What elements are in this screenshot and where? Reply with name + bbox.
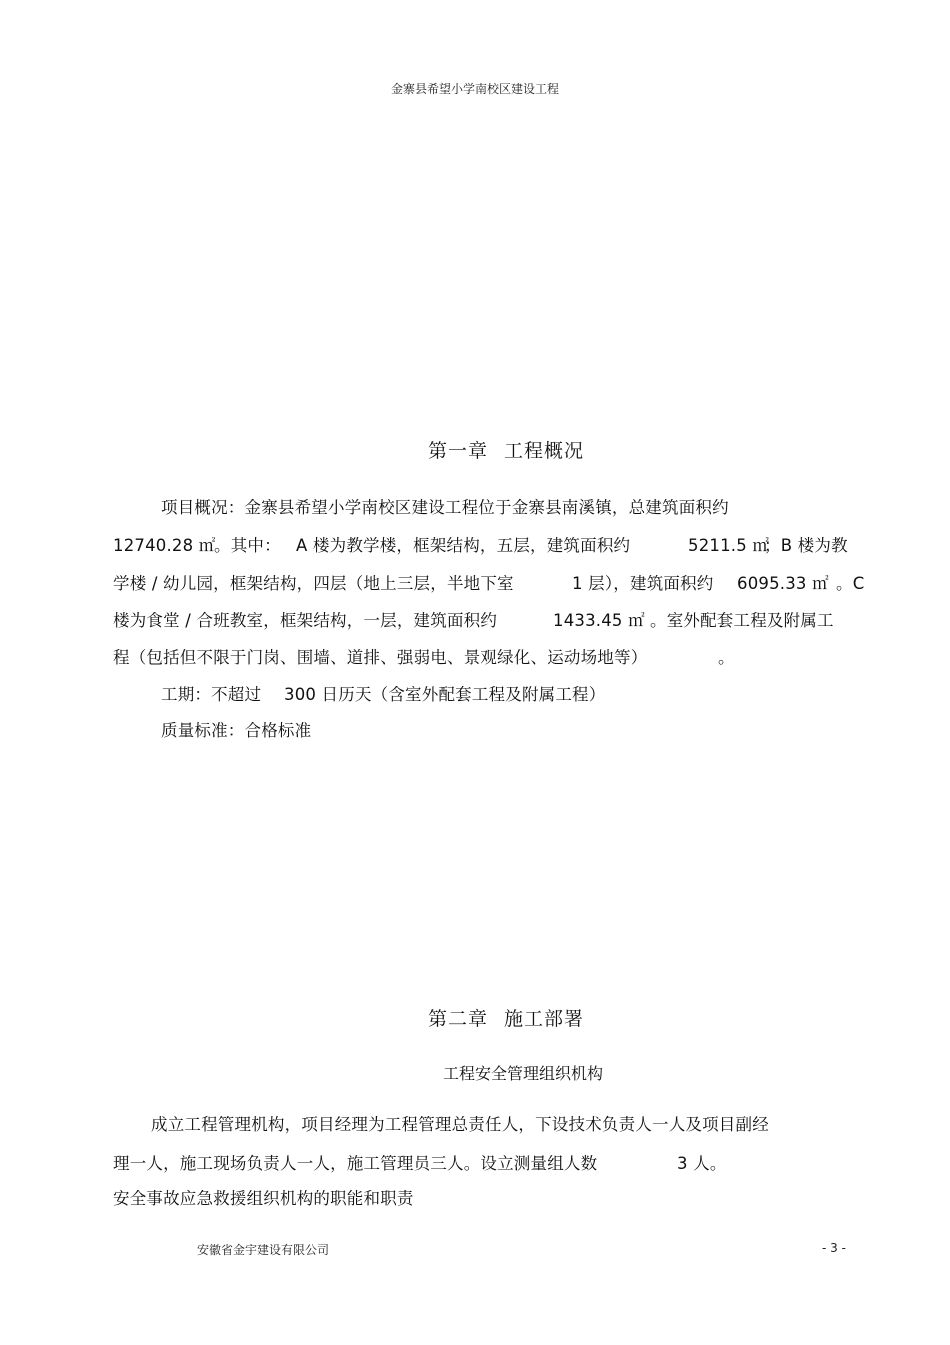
schedule-value: 300 日历天（含室外配套工程及附属工程）: [284, 685, 606, 704]
footer-company: 安徽省金宇建设有限公司: [197, 1243, 330, 1257]
overview-line-5a: 程（包括但不限于门岗、围墙、道排、强弱电、景观绿化、运动场地等）: [113, 648, 648, 667]
chapter-1-number: 第一章: [427, 440, 488, 462]
chapter-2-heading: [0, 1004, 950, 1031]
org-paragraph-line-2a: 理一人，施工现场负责人一人，施工管理员三人。设立测量组人数: [113, 1154, 598, 1173]
building-c-area: 1433.45 ㎡: [553, 611, 645, 630]
running-header: 金寨县希望小学南校区建设工程: [390, 82, 559, 96]
page-number: - 3 -: [822, 1241, 846, 1255]
section-subheading: 工程安全管理组织机构: [442, 1064, 603, 1083]
org-paragraph-line-2b: 3 人。: [677, 1154, 727, 1173]
overview-line-4c: 。室外配套工程及附属工: [650, 611, 834, 630]
schedule-label: 工期：不超过: [161, 685, 262, 704]
chapter-1-title: 工程概况: [504, 440, 585, 462]
chapter-2-title: 施工部署: [504, 1008, 585, 1030]
total-area: 12740.28 ㎡: [113, 536, 216, 555]
chapter-1-heading: [0, 436, 950, 463]
org-paragraph-line-1: 成立工程管理机构，项目经理为工程管理总责任人，下设技术负责人一人及项目副经: [151, 1115, 769, 1134]
overview-line-2c: A 楼为教学楼，框架结构，五层，建筑面积约: [296, 536, 631, 555]
quality-standard: 质量标准：合格标准: [161, 721, 312, 740]
overview-line-4a: 楼为食堂 / 合班教室，框架结构，一层，建筑面积约: [113, 611, 498, 630]
building-a-area: 5211.5 ㎡: [688, 536, 770, 555]
overview-line-2e: ；B 楼为教: [764, 536, 848, 555]
overview-line-5b: 。: [718, 648, 735, 667]
overview-line-3d: 。C: [836, 574, 865, 593]
overview-line-3a: 学楼 / 幼儿园，框架结构，四层（地上三层，半地下室: [113, 574, 514, 593]
overview-line-3b: 1 层），建筑面积约: [572, 574, 714, 593]
emergency-heading: 安全事故应急救援组织机构的职能和职责: [113, 1189, 414, 1208]
building-b-area: 6095.33 ㎡: [737, 574, 829, 593]
chapter-2-number: 第二章: [427, 1008, 488, 1030]
overview-line-1: 项目概况：金寨县希望小学南校区建设工程位于金寨县南溪镇，总建筑面积约: [161, 498, 729, 517]
overview-line-2b: 。其中：: [214, 536, 281, 555]
